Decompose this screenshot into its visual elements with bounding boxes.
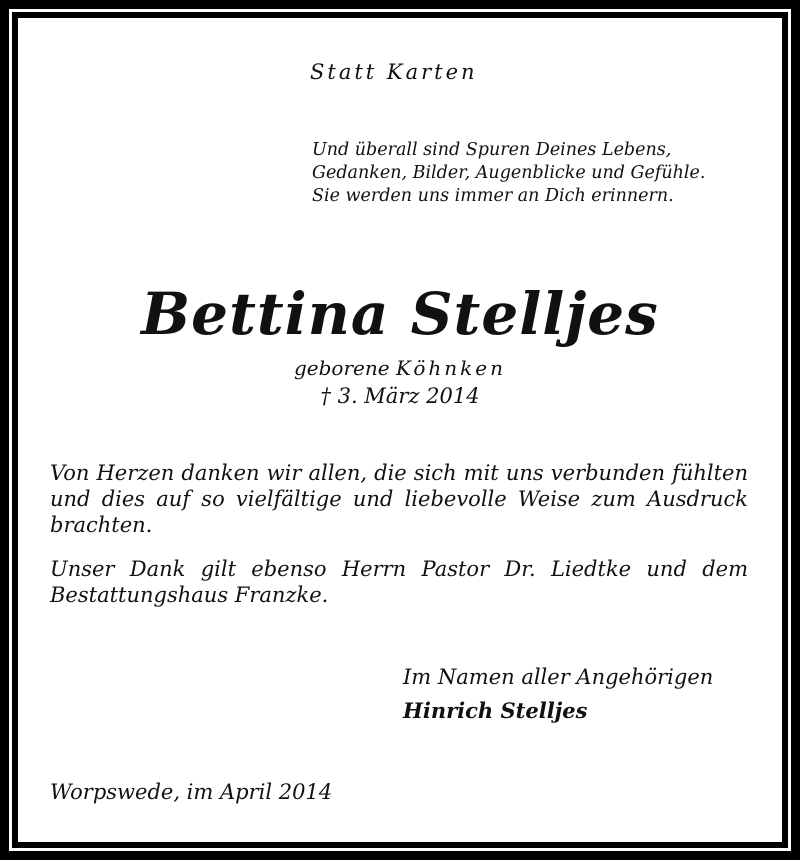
verse-line: Gedanken, Bilder, Augenblicke und Gefühle. — [312, 163, 706, 183]
header-text: Statt Karten — [310, 60, 478, 84]
death-date: † 3. März 2014 — [320, 384, 480, 408]
thanks-paragraph: Von Herzen danken wir allen, die sich mit uns verbunden fühlten und dies auf so vielfältige und liebevolle Weise zum Ausdruck brachten. — [50, 461, 748, 537]
verse-line: Und überall sind Spuren Deines Lebens, — [312, 140, 672, 160]
signature-name: Hinrich Stelljes — [403, 698, 588, 723]
notice-paper — [18, 18, 782, 842]
thanks-paragraph: Unser Dank gilt ebenso Herrn Pastor Dr. Liedtke und dem Bestattungshaus Franzke. — [50, 557, 748, 607]
born-prefix: geborene — [293, 356, 390, 380]
signature-line: Im Namen aller Angehörigen — [403, 665, 714, 689]
maiden-name: Köhnken — [395, 356, 506, 380]
deceased-name: Bettina Stelljes — [141, 280, 659, 348]
maiden-name-line — [18, 356, 782, 380]
place-date: Worpswede, im April 2014 — [50, 780, 333, 804]
verse-line: Sie werden uns immer an Dich erinnern. — [312, 186, 674, 206]
verse — [312, 139, 705, 208]
